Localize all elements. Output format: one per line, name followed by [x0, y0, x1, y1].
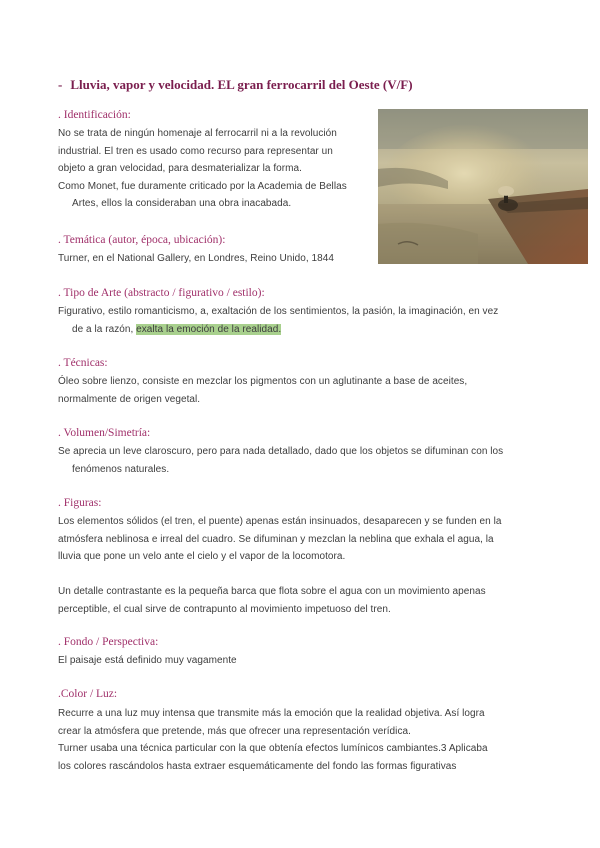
volumen-line: Se aprecia un leve claroscuro, pero para nada detallado, dado que los objetos se difuminan con los	[58, 446, 504, 457]
tipo-arte-line: Figurativo, estilo romanticismo, a, exaltación de los sentimientos, la pasión, la imaginación, en vez	[58, 306, 499, 317]
figuras-line: lluvia que pone un velo ante el cielo y el vapor de la locomotora.	[58, 551, 346, 562]
tipo-arte-text	[58, 303, 558, 338]
heading-color-luz: .Color / Luz:	[58, 688, 118, 700]
tecnicas-line: Óleo sobre lienzo, consiste en mezclar los pigmentos con un aglutinante a base de aceites,	[58, 376, 468, 387]
identificacion-text	[58, 125, 378, 213]
figuras-line: Los elementos sólidos (el tren, el puente) apenas están insinuados, desaparecen y se funden en la	[58, 516, 502, 527]
tecnicas-text	[58, 373, 558, 408]
heading-figuras: . Figuras:	[58, 497, 102, 509]
color-luz-line: Recurre a una luz muy intensa que transmite más la emoción que la realidad objetiva. Así logra	[58, 708, 485, 719]
tecnicas-line: normalmente de origen vegetal.	[58, 393, 201, 405]
tematica-line: Turner, en el National Gallery, en Londres, Reino Unido, 1844	[58, 253, 334, 264]
heading-identificacion: . Identificación:	[58, 109, 131, 121]
identificacion-line: Como Monet, fue duramente criticado por la Academia de Bellas	[58, 180, 347, 192]
painting-svg	[378, 109, 588, 264]
tipo-arte-prefix: de a la razón,	[72, 323, 137, 335]
color-luz-line: Turner usaba una técnica particular con la que obtenía efectos lumínicos cambiantes.3 Aplicaba	[58, 743, 488, 754]
volumen-text	[58, 443, 558, 478]
color-luz-line: los colores rascándolos hasta extraer esquemáticamente del fondo las formas figurativas	[58, 760, 457, 772]
fondo-text	[58, 652, 558, 670]
volumen-line: fenómenos naturales.	[72, 463, 170, 475]
painting-image	[378, 109, 588, 264]
figuras-line: Un detalle contrastante es la pequeña barca que flota sobre el agua con un movimiento apenas	[58, 586, 486, 597]
fondo-line: El paisaje está definido muy vagamente	[58, 655, 237, 666]
color-luz-text	[58, 705, 558, 775]
tipo-arte-line	[58, 321, 558, 339]
page-title	[58, 77, 413, 93]
heading-tipo-arte: . Tipo de Arte (abstracto / figurativo / estilo):	[58, 287, 265, 299]
identificacion-line: industrial. El tren es usado como recurso para representar un	[58, 145, 333, 157]
color-luz-line: crear la atmósfera que pretende, más que ofrecer una representación verídica.	[58, 725, 411, 737]
heading-tecnicas: . Técnicas:	[58, 357, 108, 369]
title-bullet: -	[58, 77, 63, 92]
figuras-text	[58, 513, 558, 566]
heading-volumen: . Volumen/Simetría:	[58, 427, 151, 439]
title-text: Lluvia, vapor y velocidad. EL gran ferrocarril del Oeste (V/F)	[70, 77, 413, 92]
heading-tematica: . Temática (autor, época, ubicación):	[58, 234, 226, 246]
identificacion-line: objeto a gran velocidad, para desmaterializar la forma.	[58, 163, 302, 174]
identificacion-line: No se trata de ningún homenaje al ferrocarril ni a la revolución	[58, 128, 337, 139]
figuras-line: perceptible, el cual sirve de contrapunto al movimiento impetuoso del tren.	[58, 603, 391, 615]
highlighted-text: exalta la emoción de la realidad.	[136, 323, 282, 335]
figuras-line: atmósfera neblinosa e irreal del cuadro. Se difuminan y mezclan la neblina que exhala el agua, la	[58, 533, 494, 545]
tematica-text	[58, 250, 378, 268]
identificacion-line: Artes, ellos la consideraban una obra inacabada.	[72, 198, 292, 209]
heading-fondo: . Fondo / Perspectiva:	[58, 636, 159, 648]
figuras-text-2	[58, 583, 558, 618]
